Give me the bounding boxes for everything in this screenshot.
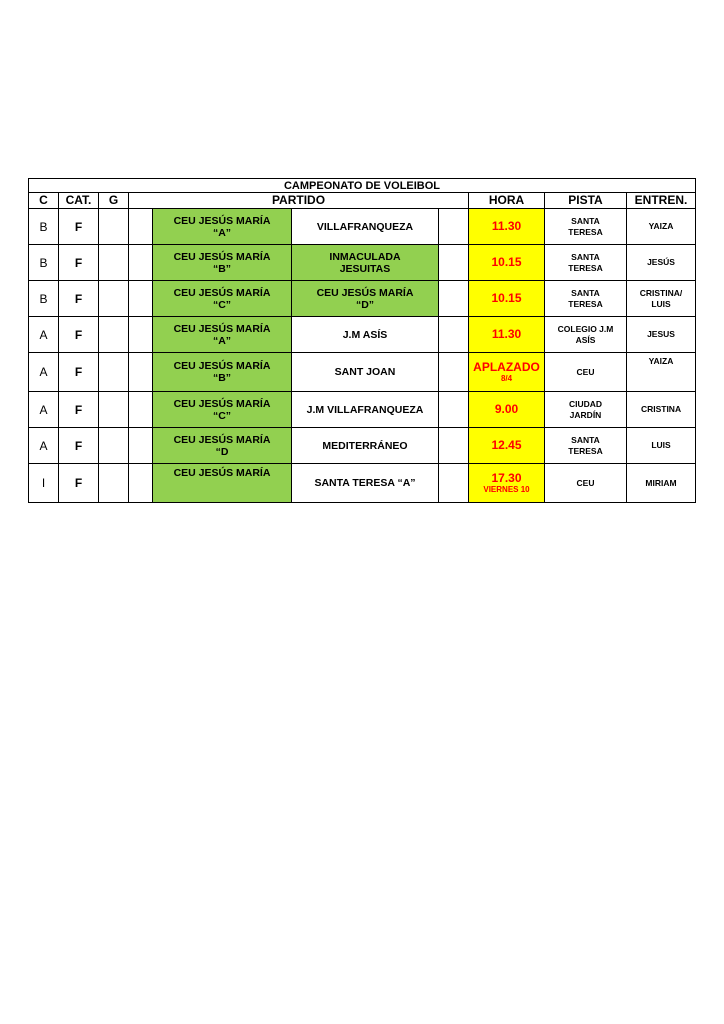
away-team-group: “D” xyxy=(355,298,375,311)
cell-c xyxy=(29,281,59,317)
cell-g xyxy=(99,245,129,281)
away-team-cell xyxy=(292,281,439,317)
table-row xyxy=(29,428,696,464)
header-row xyxy=(29,193,696,209)
hora-value: 11.30 xyxy=(491,219,522,233)
pista-line-1: CIUDAD xyxy=(568,398,603,409)
pista-line-1: CEU xyxy=(576,366,595,377)
entren-cell xyxy=(627,353,696,392)
cell-cat xyxy=(59,317,99,353)
away-team-cell xyxy=(292,245,439,281)
entren-cell xyxy=(627,209,696,245)
c-value: A xyxy=(39,438,48,453)
entren-line-1: JESÚS xyxy=(647,257,675,267)
entren-line-1: JESUS xyxy=(647,329,675,339)
cell-c xyxy=(29,464,59,503)
pista-cell xyxy=(545,392,627,428)
entren-cell xyxy=(627,428,696,464)
cell-spacer-left xyxy=(129,209,153,245)
cat-value: F xyxy=(74,327,83,342)
cell-cat xyxy=(59,464,99,503)
cell-spacer-right xyxy=(439,245,469,281)
cat-value: F xyxy=(74,438,83,453)
hora-value: 10.15 xyxy=(491,291,522,305)
cell-g xyxy=(99,317,129,353)
title-row xyxy=(29,179,696,193)
cell-g xyxy=(99,428,129,464)
cell-spacer-left xyxy=(129,281,153,317)
home-team-cell xyxy=(153,428,292,464)
cat-value: F xyxy=(74,365,83,379)
entren-line-1: CRISTINA/ xyxy=(639,287,683,298)
home-team-name: CEU JESÚS MARÍA xyxy=(173,250,271,263)
entren-line-2: LUIS xyxy=(651,298,671,309)
hora-cell xyxy=(469,317,545,353)
header-partido: PARTIDO xyxy=(129,193,469,209)
hora-note: 8/4 xyxy=(500,373,513,383)
home-team-name: CEU JESÚS MARÍA xyxy=(173,467,271,479)
away-team-cell xyxy=(292,464,439,503)
cell-spacer-right xyxy=(439,353,469,392)
home-team-name: CEU JESÚS MARÍA xyxy=(173,433,271,446)
hora-note: VIERNES 10 xyxy=(483,484,530,494)
pista-cell xyxy=(545,245,627,281)
cell-spacer-left xyxy=(129,353,153,392)
away-team-group: JESUITAS xyxy=(339,262,391,275)
home-team-name: CEU JESÚS MARÍA xyxy=(173,360,271,372)
away-team-cell xyxy=(292,353,439,392)
cell-spacer-left xyxy=(129,464,153,503)
away-team-name: CEU JESÚS MARÍA xyxy=(316,286,414,299)
away-team-name: VILLAFRANQUEZA xyxy=(316,220,414,233)
c-value: I xyxy=(41,476,46,490)
away-team-cell xyxy=(292,428,439,464)
cat-value: F xyxy=(74,291,83,306)
home-team-cell xyxy=(153,317,292,353)
away-team-name: INMACULADA xyxy=(329,250,401,263)
cell-spacer-right xyxy=(439,464,469,503)
cell-g xyxy=(99,281,129,317)
c-value: A xyxy=(39,365,48,379)
hora-cell xyxy=(469,464,545,503)
away-team-cell xyxy=(292,392,439,428)
hora-value: APLAZADO xyxy=(473,359,540,374)
cell-g xyxy=(99,209,129,245)
home-team-group: “A” xyxy=(212,334,232,347)
table-row xyxy=(29,392,696,428)
pista-cell xyxy=(545,428,627,464)
away-team-name: SANT JOAN xyxy=(334,366,396,378)
cell-spacer-left xyxy=(129,317,153,353)
c-value: B xyxy=(39,255,48,270)
c-value: B xyxy=(39,219,48,234)
pista-line-1: SANTA xyxy=(571,251,600,262)
home-team-group: “C” xyxy=(212,409,232,422)
pista-cell xyxy=(545,209,627,245)
hora-value: 10.15 xyxy=(491,255,522,269)
away-team-name: SANTA TERESA “A” xyxy=(314,477,416,489)
hora-value: 11.30 xyxy=(491,327,522,341)
cell-spacer-left xyxy=(129,428,153,464)
cell-spacer-left xyxy=(129,392,153,428)
hora-cell xyxy=(469,245,545,281)
entren-cell xyxy=(627,464,696,503)
pista-line-2: ASÍS xyxy=(575,334,596,345)
c-value: A xyxy=(39,327,48,342)
table-row xyxy=(29,353,696,392)
pista-cell xyxy=(545,353,627,392)
home-team-group: “B” xyxy=(212,262,232,275)
cell-cat xyxy=(59,392,99,428)
table-row xyxy=(29,245,696,281)
away-team-name: MEDITERRÁNEO xyxy=(322,439,408,452)
pista-line-2: TERESA xyxy=(568,445,603,456)
pista-cell xyxy=(545,281,627,317)
home-team-cell xyxy=(153,392,292,428)
hora-cell xyxy=(469,209,545,245)
home-team-cell xyxy=(153,464,292,503)
cell-spacer-right xyxy=(439,428,469,464)
table-row xyxy=(29,209,696,245)
header-pista: PISTA xyxy=(545,193,627,209)
cell-c xyxy=(29,317,59,353)
home-team-cell xyxy=(153,209,292,245)
cell-spacer-right xyxy=(439,317,469,353)
pista-line-2: JARDÍN xyxy=(569,409,602,420)
hora-value: 12.45 xyxy=(491,438,522,452)
pista-line-2: TERESA xyxy=(568,298,603,309)
cell-g xyxy=(99,464,129,503)
cell-g xyxy=(99,353,129,392)
hora-cell xyxy=(469,392,545,428)
cat-value: F xyxy=(74,476,83,490)
hora-cell xyxy=(469,353,545,392)
away-team-name: J.M VILLAFRANQUEZA xyxy=(306,403,424,416)
entren-line-1: YAIZA xyxy=(648,356,674,366)
pista-line-1: CEU xyxy=(576,477,595,488)
entren-cell xyxy=(627,245,696,281)
home-team-cell xyxy=(153,281,292,317)
hora-cell xyxy=(469,281,545,317)
pista-line-1: SANTA xyxy=(571,434,600,445)
c-value: B xyxy=(39,291,48,306)
cell-c xyxy=(29,245,59,281)
pista-line-2: TERESA xyxy=(568,262,603,273)
cell-c xyxy=(29,392,59,428)
cell-cat xyxy=(59,281,99,317)
cat-value: F xyxy=(74,402,83,417)
entren-line-1: YAIZA xyxy=(648,221,674,231)
cell-c xyxy=(29,353,59,392)
entren-cell xyxy=(627,392,696,428)
header-cat: CAT. xyxy=(59,193,99,209)
cell-cat xyxy=(59,353,99,392)
home-team-group: “C” xyxy=(212,298,232,311)
entren-line-1: MIRIAM xyxy=(645,477,677,488)
home-team-group: “D xyxy=(215,445,229,458)
cell-cat xyxy=(59,245,99,281)
pista-line-2: TERESA xyxy=(568,226,603,237)
hora-value: 9.00 xyxy=(494,402,519,416)
away-team-cell xyxy=(292,317,439,353)
pista-line-1: SANTA xyxy=(571,287,600,298)
away-team-name: J.M ASÍS xyxy=(342,328,388,341)
table-row xyxy=(29,317,696,353)
cell-spacer-right xyxy=(439,281,469,317)
cat-value: F xyxy=(74,255,83,270)
home-team-name: CEU JESÚS MARÍA xyxy=(173,286,271,299)
table-row xyxy=(29,281,696,317)
home-team-group: “B” xyxy=(212,372,232,384)
cell-cat xyxy=(59,428,99,464)
schedule-table xyxy=(28,178,696,503)
home-team-name: CEU JESÚS MARÍA xyxy=(173,397,271,410)
pista-line-1: COLEGIO J.M xyxy=(557,323,614,334)
cell-cat xyxy=(59,209,99,245)
home-team-name: CEU JESÚS MARÍA xyxy=(173,322,271,335)
pista-cell xyxy=(545,464,627,503)
cell-g xyxy=(99,392,129,428)
header-hora: HORA xyxy=(469,193,545,209)
cell-spacer-right xyxy=(439,392,469,428)
cell-spacer-left xyxy=(129,245,153,281)
entren-cell xyxy=(627,281,696,317)
table-row xyxy=(29,464,696,503)
hora-cell xyxy=(469,428,545,464)
header-g: G xyxy=(99,193,129,209)
home-team-name: CEU JESÚS MARÍA xyxy=(173,214,271,227)
entren-line-1: LUIS xyxy=(651,440,671,450)
cell-spacer-right xyxy=(439,209,469,245)
entren-line-1: CRISTINA xyxy=(640,404,682,414)
cat-value: F xyxy=(74,219,83,234)
cell-c xyxy=(29,428,59,464)
cell-c xyxy=(29,209,59,245)
header-c: C xyxy=(29,193,59,209)
hora-value: 17.30 xyxy=(491,470,522,485)
home-team-group: “A” xyxy=(212,226,232,239)
entren-cell xyxy=(627,317,696,353)
header-entren: ENTREN. xyxy=(627,193,696,209)
pista-cell xyxy=(545,317,627,353)
table-title: CAMPEONATO DE VOLEIBOL xyxy=(29,179,696,193)
pista-line-1: SANTA xyxy=(571,215,600,226)
away-team-cell xyxy=(292,209,439,245)
home-team-cell xyxy=(153,353,292,392)
c-value: A xyxy=(39,402,48,417)
home-team-cell xyxy=(153,245,292,281)
